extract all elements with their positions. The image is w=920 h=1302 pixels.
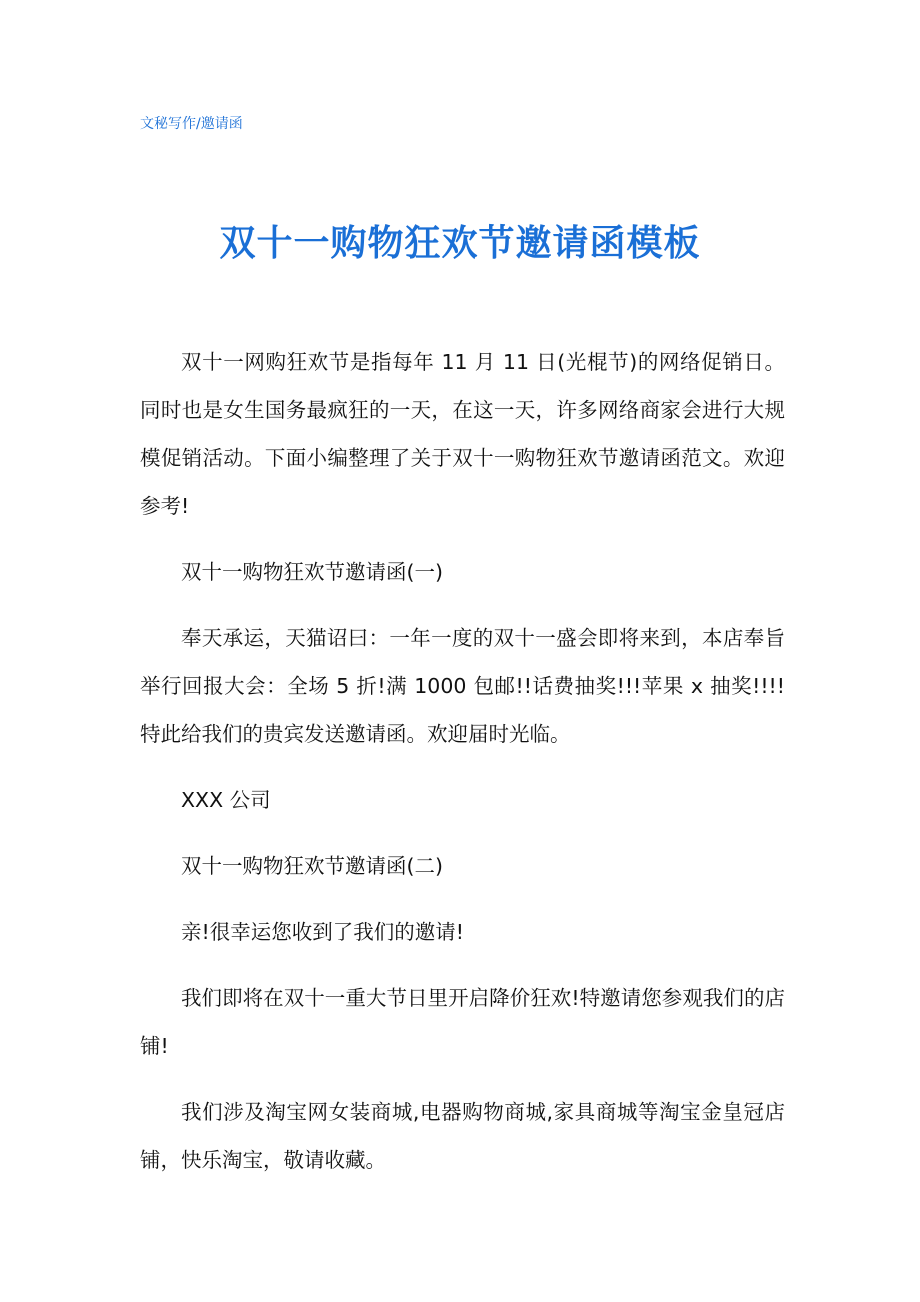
shop-description-paragraph: 我们涉及淘宝网女装商城,电器购物商城,家具商城等淘宝金皇冠店铺，快乐淘宝，敬请收藏。 — [140, 1100, 785, 1172]
document-body — [140, 338, 785, 1202]
invitation-one-paragraph: 奉天承运，天猫诏曰：一年一度的双十一盛会即将来到，本店奉旨举行回报大会：全场 5 折!满 1000 包邮!!话费抽奖!!!苹果 x 抽奖!!!!特此给我们的贵宾发送邀请函。欢迎届时光临。 — [140, 626, 785, 746]
category-breadcrumb[interactable]: 文秘写作/邀请函 — [140, 116, 243, 132]
intro-paragraph: 双十一网购狂欢节是指每年 11 月 11 日(光棍节)的网络促销日。同时也是女生国务最疯狂的一天，在这一天，许多网络商家会进行大规模促销活动。下面小编整理了关于双十一购物狂欢节邀请函范文。欢迎参考! — [140, 350, 785, 518]
document-title: 双十一购物狂欢节邀请函模板 — [219, 223, 701, 264]
greeting-paragraph: 亲!很幸运您收到了我们的邀请! — [181, 920, 464, 944]
section-heading-two: 双十一购物狂欢节邀请函(二) — [181, 854, 443, 878]
section-heading-one: 双十一购物狂欢节邀请函(一) — [181, 560, 443, 584]
company-signature: XXX 公司 — [181, 788, 271, 812]
invitation-two-paragraph: 我们即将在双十一重大节日里开启降价狂欢!特邀请您参观我们的店铺! — [140, 986, 785, 1058]
